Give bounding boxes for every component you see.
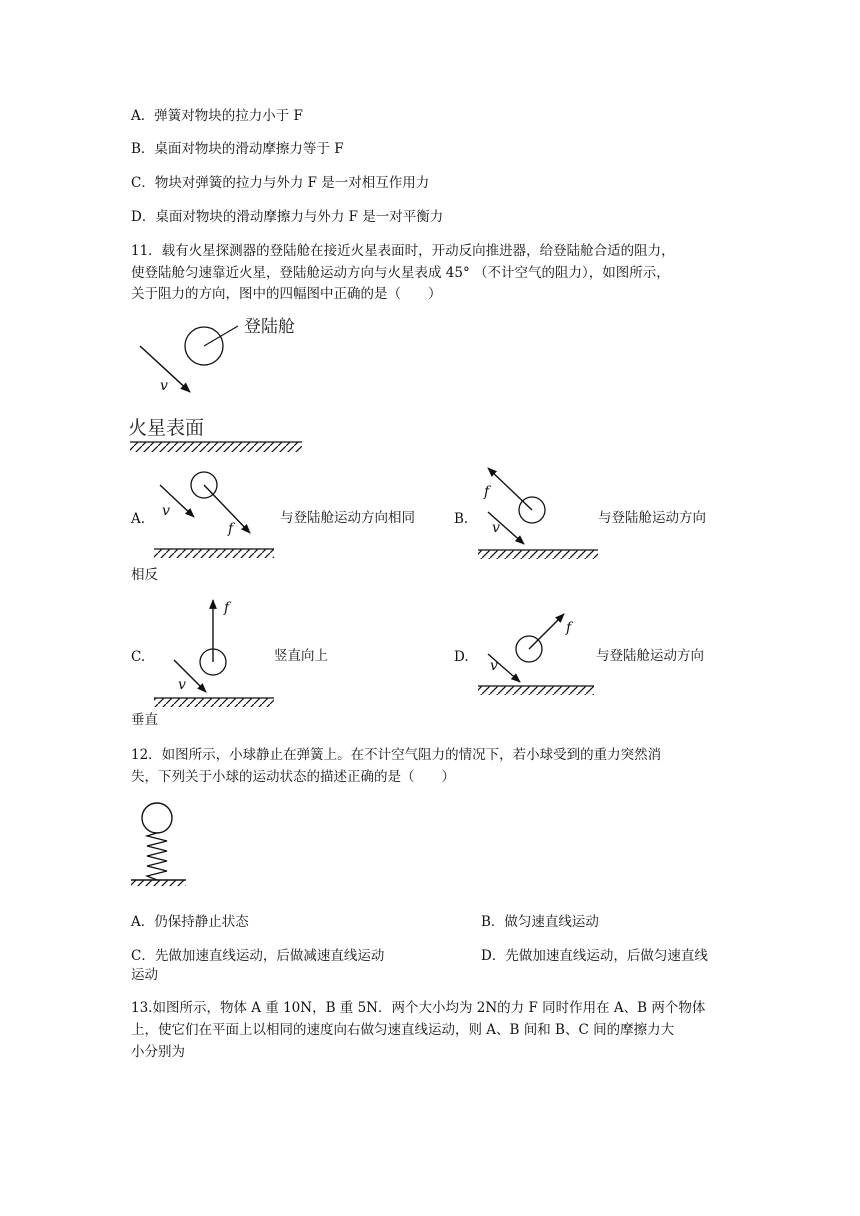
mars-surface-label: 火星表面 (128, 417, 205, 439)
ground-hatch (154, 549, 274, 558)
q12-option-c: C．先做加速直线运动，后做减速直线运动 (131, 948, 385, 964)
q11-option-b-letter: B. (454, 511, 469, 527)
q10-option-d: D．桌面对物块的滑动摩擦力与外力 F 是一对平衡力 (131, 209, 444, 225)
ball-circle (142, 803, 172, 833)
q11-option-a-text: 与登陆舱运动方向相同 (280, 510, 415, 526)
q11-option-b-continuation: 相反 (131, 567, 158, 583)
q10-option-a: A．弹簧对物块的拉力小于 F (131, 108, 303, 124)
q11-stem-line2: 使登陆舱匀速靠近火星，登陆舱运动方向与火星表成 45° （不计空气的阻力），如图所示， (131, 265, 670, 281)
q12-option-d-continuation: 运动 (131, 967, 158, 983)
q11-option-d-letter: D. (454, 649, 469, 665)
spring-coil (147, 833, 167, 880)
force-arrow (529, 614, 564, 649)
velocity-symbol: v (490, 658, 498, 674)
q10-option-c: C．物块对弹簧的拉力与外力 F 是一对相互作用力 (131, 175, 430, 191)
force-symbol: f (224, 600, 230, 616)
force-arrow (488, 468, 532, 510)
q10-option-b: B．桌面对物块的滑动摩擦力等于 F (131, 141, 344, 157)
q12-stem-line2: 失，下列关于小球的运动状态的描述正确的是（ ） (131, 769, 455, 785)
q11-option-d-figure (474, 606, 604, 702)
q11-main-figure (126, 310, 326, 460)
q11-option-c-figure (150, 592, 280, 712)
force-arrow (204, 485, 250, 533)
q11-option-c-text: 竖直向上 (274, 648, 328, 664)
mars-surface-hatch (130, 442, 302, 452)
q13-stem-line1: 13.如图所示，物体 A 重 10N，B 重 5N．两个大小均为 2N的力 F 同时作用在 A、B 两个物体 (131, 1000, 706, 1016)
ground-hatch (154, 698, 274, 707)
q12-option-d: D．先做加速直线运动，后做匀速直线 (481, 948, 708, 964)
q11-stem-line3: 关于阻力的方向，图中的四幅图中正确的是（ ） (131, 286, 442, 302)
q11-stem-line1: 11．载有火星探测器的登陆舱在接近火星表面时，开动反向推进器，给登陆舱合适的阻力， (131, 243, 675, 259)
q12-spring-figure (128, 800, 192, 892)
base-hatch (131, 880, 186, 886)
force-symbol: f (566, 620, 572, 636)
q11-option-d-text: 与登陆舱运动方向 (596, 648, 704, 664)
q11-option-b-figure (474, 462, 604, 566)
lander-leader-line (204, 326, 238, 346)
velocity-symbol: v (160, 378, 168, 394)
force-symbol: f (228, 521, 234, 537)
ground-hatch (478, 686, 594, 695)
q11-option-b-text: 与登陆舱运动方向 (598, 510, 706, 526)
q12-stem-line1: 12．如图所示，小球静止在弹簧上。在不计空气阻力的情况下，若小球受到的重力突然消 (131, 747, 662, 763)
q11-option-a-letter: A. (131, 511, 146, 527)
q11-option-c-continuation: 垂直 (131, 712, 158, 728)
q13-stem-line2: 上，使它们在平面上以相同的速度向右做匀速直线运动，则 A、B 间和 B、C 间的摩擦力大 (131, 1022, 675, 1038)
lander-label: 登陆舱 (244, 317, 295, 337)
ground-hatch (478, 550, 598, 559)
velocity-symbol: v (178, 677, 186, 693)
q13-stem-line3: 小分别为 (131, 1044, 185, 1060)
force-symbol: f (484, 484, 490, 500)
q11-option-c-letter: C. (131, 649, 146, 665)
velocity-symbol: v (162, 503, 170, 519)
q12-option-a: A．仍保持静止状态 (131, 914, 249, 930)
q12-option-b: B．做匀速直线运动 (481, 914, 599, 930)
velocity-symbol: v (492, 520, 500, 536)
q11-option-a-figure (150, 465, 280, 565)
